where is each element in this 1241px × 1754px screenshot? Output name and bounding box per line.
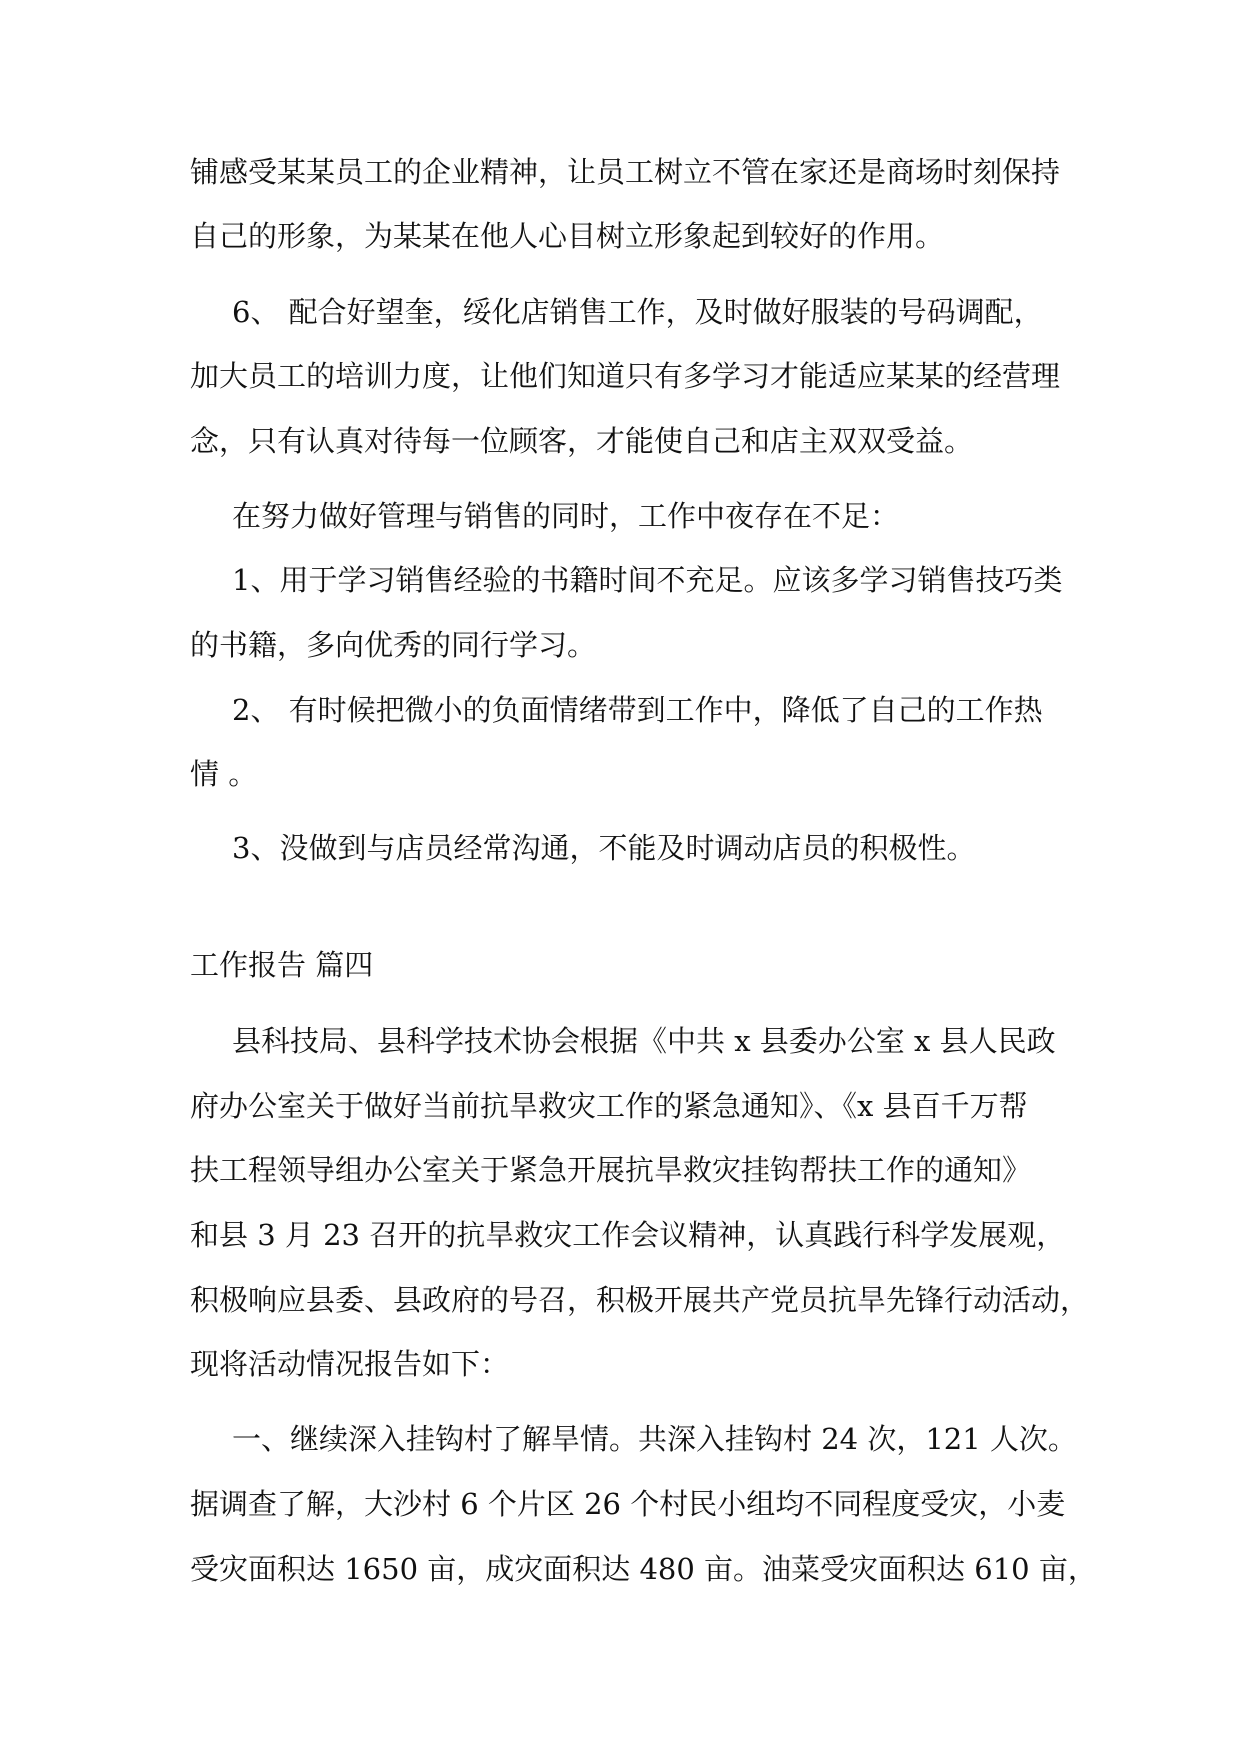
text-line: 3、没做到与店员经常沟通，不能及时调动店员的积极性。	[232, 831, 976, 865]
text-line: 县科技局、县科学技术协会根据《中共 x 县委办公室 x 县人民政	[232, 1024, 1056, 1058]
text-line: 在努力做好管理与销售的同时，工作中夜存在不足：	[232, 499, 900, 533]
text-line: 1、用于学习销售经验的书籍时间不充足。应该多学习销售技巧类	[232, 563, 1063, 597]
text-line: 铺感受某某员工的企业精神，让员工树立不管在家还是商场时刻保持	[190, 155, 1061, 189]
section-heading: 工作报告 篇四	[190, 948, 374, 982]
text-line: 积极响应县委、县政府的号召，积极开展共产党员抗旱先锋行动活动，	[190, 1283, 1090, 1317]
text-line: 一、继续深入挂钩村了解旱情。共深入挂钩村 24 次，121 人次。	[232, 1422, 1077, 1456]
text-line: 的书籍，多向优秀的同行学习。	[190, 628, 597, 662]
text-line: 2、 有时候把微小的负面情绪带到工作中，降低了自己的工作热	[232, 693, 1043, 727]
text-line: 现将活动情况报告如下：	[190, 1347, 510, 1381]
text-line: 念，只有认真对待每一位顾客，才能使自己和店主双双受益。	[190, 424, 974, 458]
text-line: 自己的形象，为某某在他人心目树立形象起到较好的作用。	[190, 219, 945, 253]
text-line: 6、 配合好望奎，绥化店销售工作，及时做好服装的号码调配，	[232, 295, 1043, 329]
text-line: 加大员工的培训力度，让他们知道只有多学习才能适应某某的经营理	[190, 359, 1061, 393]
text-line: 受灾面积达 1650 亩，成灾面积达 480 亩。油菜受灾面积达 610 亩，	[190, 1552, 1097, 1586]
text-line: 情 。	[190, 757, 258, 791]
text-line: 扶工程领导组办公室关于紧急开展抗旱救灾挂钩帮扶工作的通知》	[190, 1153, 1032, 1187]
text-line: 府办公室关于做好当前抗旱救灾工作的紧急通知》、《x 县百千万帮	[190, 1089, 1028, 1123]
text-line: 和县 3 月 23 召开的抗旱救灾工作会议精神，认真践行科学发展观，	[190, 1218, 1066, 1252]
text-line: 据调查了解，大沙村 6 个片区 26 个村民小组均不同程度受灾，小麦	[190, 1487, 1066, 1521]
